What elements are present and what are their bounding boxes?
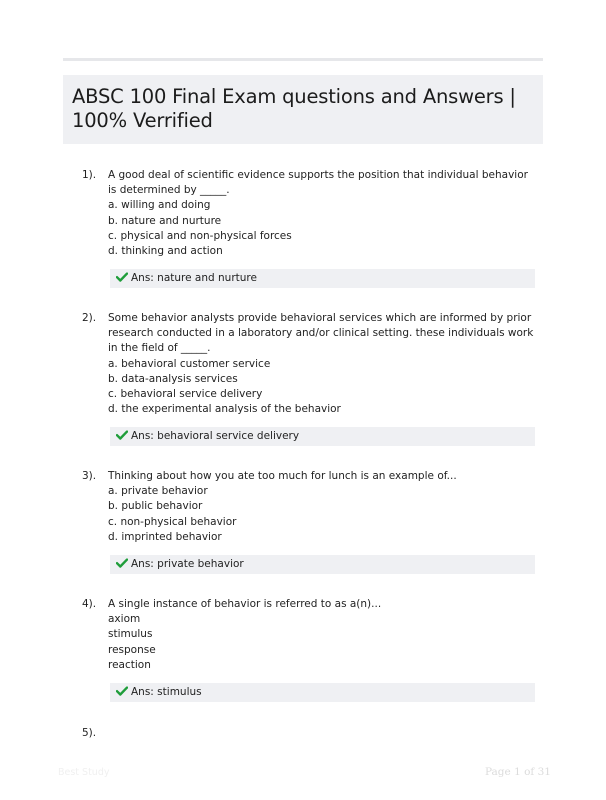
answer-text: Ans: nature and nurture <box>131 272 257 284</box>
answer-text: Ans: private behavior <box>131 558 244 570</box>
question-text: A good deal of scientific evidence supports the position that individual behavior is determined by _____. <box>108 169 528 197</box>
question-body <box>108 469 538 545</box>
option-item: a. private behavior <box>108 485 208 498</box>
option-item: reaction <box>108 658 151 671</box>
option-item: a. willing and doing <box>108 199 211 212</box>
top-divider <box>63 58 543 61</box>
option-item: c. non-physical behavior <box>108 515 237 528</box>
question-body <box>108 311 538 417</box>
option-item: stimulus <box>108 628 153 641</box>
option-item: a. behavioral customer service <box>108 357 271 370</box>
check-icon <box>116 430 128 440</box>
question-text: Thinking about how you ate too much for lunch is an example of... <box>108 470 457 482</box>
option-list <box>108 198 538 259</box>
question-number: 4). <box>82 598 97 610</box>
answer-box <box>110 555 535 574</box>
answer-text: Ans: behavioral service delivery <box>131 430 300 442</box>
answer-box <box>110 269 535 288</box>
page-number: Page 1 of 31 <box>484 766 551 778</box>
option-item: axiom <box>108 613 141 626</box>
option-list <box>108 484 538 545</box>
question-body <box>108 168 538 259</box>
option-item: response <box>108 643 156 656</box>
option-item: d. imprinted behavior <box>108 530 222 543</box>
question-number: 2). <box>82 312 97 324</box>
question-number: 5). <box>82 727 97 739</box>
option-item: b. public behavior <box>108 500 203 513</box>
title-banner <box>63 75 543 144</box>
option-item: b. nature and nurture <box>108 214 222 227</box>
option-item: d. thinking and action <box>108 245 223 258</box>
footer-watermark: Best Study <box>58 767 110 778</box>
question-number: 3). <box>82 470 97 482</box>
check-icon <box>116 686 128 696</box>
option-list <box>108 612 538 673</box>
option-list <box>108 357 538 418</box>
option-item: d. the experimental analysis of the behavior <box>108 403 341 416</box>
question-text: A single instance of behavior is referred to as a(n)... <box>108 598 382 610</box>
check-icon <box>116 558 128 568</box>
question-text: Some behavior analysts provide behavioral services which are informed by prior research conducted in a laboratory and/or clinical setting. these individuals work in the field of _____. <box>108 312 534 355</box>
answer-text: Ans: stimulus <box>131 686 202 698</box>
option-item: c. behavioral service delivery <box>108 388 263 401</box>
answer-box <box>110 427 535 446</box>
question-body <box>108 597 538 673</box>
check-icon <box>116 272 128 282</box>
question-number: 1). <box>82 169 97 181</box>
option-item: b. data-analysis services <box>108 372 238 385</box>
answer-box <box>110 683 535 702</box>
document-title: ABSC 100 Final Exam questions and Answers | 100% Verrified <box>72 85 516 132</box>
option-item: c. physical and non-physical forces <box>108 229 292 242</box>
